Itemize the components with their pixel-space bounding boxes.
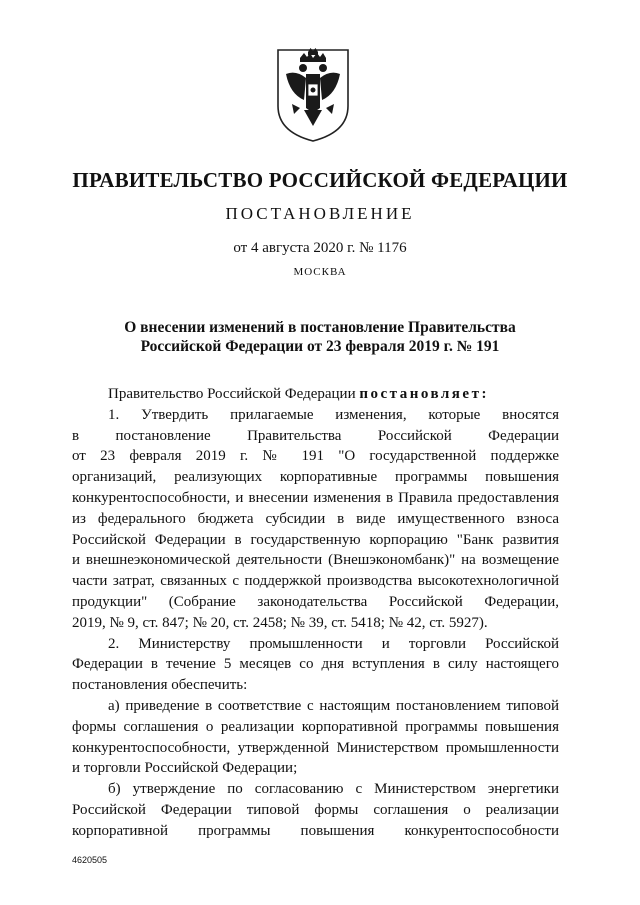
body-line: 2. Министерству промышленности и торговли Российской xyxy=(108,635,559,652)
body-line: части затрат, связанных с поддержкой производства высокотехнологичной xyxy=(72,573,559,590)
document-city: МОСКВА xyxy=(293,266,347,278)
body-line: из федерального бюджета субсидии в виде имущественного взноса xyxy=(72,510,559,527)
government-title: ПРАВИТЕЛЬСТВО РОССИЙСКОЙ ФЕДЕРАЦИИ xyxy=(72,168,568,192)
intro-text: Правительство Российской Федерации xyxy=(108,386,360,402)
body-line: организаций, реализующих корпоративные программы повышения xyxy=(72,469,559,486)
body-line: Российской Федерации типовой формы соглашения о реализации xyxy=(72,801,559,818)
body-line: Федерации в течение 5 месяцев со дня вступления в силу настоящего xyxy=(72,656,559,673)
russian-coat-of-arms-icon xyxy=(270,44,356,144)
body-line: продукции" (Собрание законодательства Российской Федерации, xyxy=(72,593,559,610)
document-heading xyxy=(80,318,560,356)
heading-line: О внесении изменений в постановление Правительства xyxy=(124,319,516,336)
document-date-number: от 4 августа 2020 г. № 1176 xyxy=(233,240,407,256)
body-line: а) приведение в соответствие с настоящим постановлением типовой xyxy=(108,697,559,714)
body-line: 2019, № 9, ст. 847; № 20, ст. 2458; № 39, ст. 5418; № 42, ст. 5927). xyxy=(72,614,488,631)
intro-line xyxy=(72,384,559,405)
document-body xyxy=(72,384,559,842)
body-line: конкурентоспособности, и внесении изменения в Правила предоставления xyxy=(72,489,559,506)
body-line: Российской Федерации в государственную корпорацию "Банк развития xyxy=(72,531,559,548)
body-line: и внешнеэкономической деятельности (Внешэкономбанк)" на возмещение xyxy=(72,552,559,569)
document-code: 4620505 xyxy=(72,855,108,865)
body-line: постановления обеспечить: xyxy=(72,677,248,694)
body-line: б) утверждение по согласованию с Министерством энергетики xyxy=(108,781,559,798)
body-line: формы соглашения о реализации корпоративной программы повышения xyxy=(72,718,559,735)
document-type: ПОСТАНОВЛЕНИЕ xyxy=(225,204,415,223)
body-line: конкурентоспособности, утвержденной Министерством промышленности xyxy=(72,739,559,756)
body-line: и торговли Российской Федерации; xyxy=(72,760,298,777)
heading-line: Российской Федерации от 23 февраля 2019 г. № 191 xyxy=(140,338,500,355)
body-line: корпоративной программы повышения конкурентоспособности xyxy=(72,822,559,839)
body-line: от 23 февраля 2019 г. № 191 "О государственной поддержке xyxy=(72,448,559,465)
body-line: в постановление Правительства Российской Федерации xyxy=(72,427,559,444)
body-line: 1. Утвердить прилагаемые изменения, которые вносятся xyxy=(108,406,559,423)
intro-decree-word: постановляет: xyxy=(359,386,489,402)
